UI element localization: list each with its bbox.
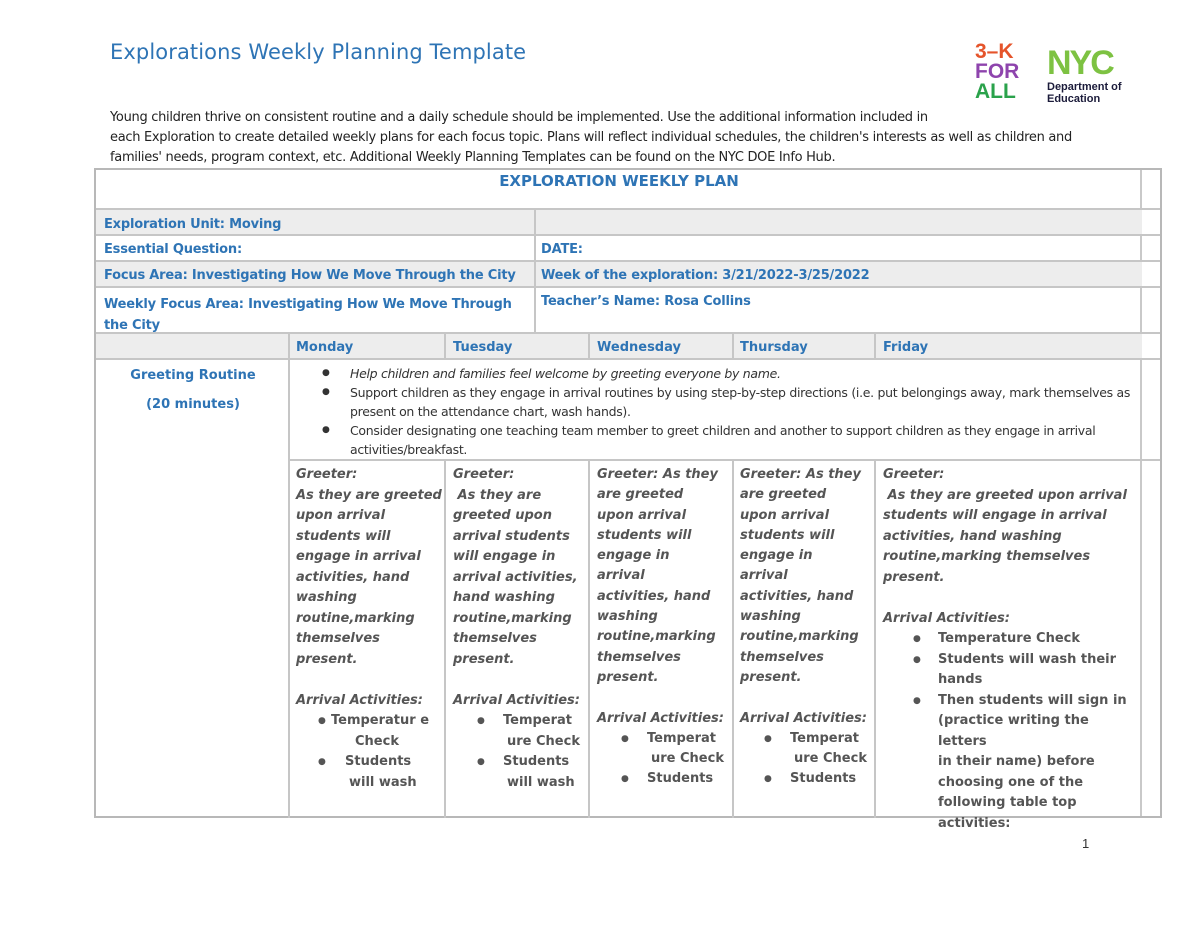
- day-header-monday: Monday: [296, 340, 354, 355]
- list-item: ● Temperature Check: [883, 629, 1138, 650]
- list-item: ● Students will wash: [453, 752, 587, 793]
- nyc-logo-icon: [1047, 46, 1145, 78]
- day-header-tuesday: Tuesday: [453, 340, 513, 355]
- list-item: ● Temperat ure Check: [740, 729, 874, 770]
- friday-greeting-plan: Greeter: As they are greeted upon arrival students will engage in arrival activities, hand washing routine,marking themselves present. Arrival Activities: ● Temperature Check ● Students will wash their hands ● Then students will sign in (practice writing the letters in their name) before choosing one of the following table top activities:: [883, 465, 1138, 834]
- intro-paragraph: Young children thrive on consistent routine and a daily schedule should be implemented. Use the additional information included in each Exploration to create detailed weekly plans for each focus topic. Plans will reflect individual schedules, the children's interests as well as children and families' needs, program context, etc. Additional Weekly Planning Templates can be found on the NYC DOE Info Hub.: [110, 110, 1072, 165]
- list-item: ● Temperat ure Check: [453, 711, 587, 752]
- page-number: 1: [1082, 836, 1090, 851]
- guidance-item: ● Consider designating one teaching team member to greet children and another to support children as they engage in arrival activities/breakfast.: [298, 421, 1138, 459]
- essential-question-label: Essential Question:: [104, 242, 242, 257]
- tuesday-greeting-plan: Greeter: As they are greeted upon arrival students will engage in arrival activities, hand washing routine,marking themselves present. Arrival Activities: ● Temperat ure Check ● Students will wash: [453, 465, 587, 793]
- greeting-guidance-list: [298, 364, 1138, 459]
- focus-area-label: Focus Area: Investigating How We Move Through the City: [104, 268, 516, 283]
- dept-of-education-text: Department of Education: [1047, 81, 1122, 105]
- list-item: ● Students: [740, 769, 874, 789]
- document-title: Explorations Weekly Planning Template: [110, 40, 527, 64]
- exploration-unit-label: Exploration Unit: Moving: [104, 217, 282, 232]
- day-header-thursday: Thursday: [740, 340, 808, 355]
- greeting-routine-label: Greeting Routine (20 minutes): [130, 368, 256, 412]
- thursday-greeting-plan: Greeter: As they are greeted upon arrival students will engage in arrival activities, hand washing routine,marking themselves present. Arrival Activities: ● Temperat ure Check ● Students: [740, 465, 874, 790]
- day-header-wednesday: Wednesday: [597, 340, 681, 355]
- monday-greeting-plan: Greeter: As they are greeted upon arrival students will engage in arrival activities, hand washing routine,marking themselves present. Arrival Activities: ● Temperatur e Check ● Students will wash: [296, 465, 442, 793]
- plan-title: EXPLORATION WEEKLY PLAN: [499, 172, 739, 190]
- list-item: ● Temperat ure Check: [597, 729, 731, 770]
- guidance-item: ● Help children and families feel welcome by greeting everyone by name.: [298, 364, 1138, 383]
- list-item: ● Temperatur e Check: [296, 711, 442, 752]
- wednesday-greeting-plan: Greeter: As they are greeted upon arrival students will engage in arrival activities, hand washing routine,marking themselves present. Arrival Activities: ● Temperat ure Check ● Students: [597, 465, 731, 790]
- nyc-logo-text: NYC: [1047, 46, 1113, 78]
- list-item: ● Students will wash: [296, 752, 442, 793]
- weekly-focus-area-label: Weekly Focus Area: Investigating How We Move Through the City: [104, 297, 512, 333]
- day-header-friday: Friday: [883, 340, 929, 355]
- teacher-name-label: Teacher’s Name: Rosa Collins: [541, 294, 751, 309]
- week-of-label: Week of the exploration: 3/21/2022-3/25/2022: [541, 268, 870, 283]
- nyc-doe-logo: [1047, 46, 1147, 105]
- date-label: DATE:: [541, 242, 583, 257]
- 3k-for-all-logo: 3–K FOR ALL: [975, 40, 1020, 103]
- logos: [975, 42, 1150, 108]
- guidance-item: ● Support children as they engage in arrival routines by using step-by-step directions (i.e. put belongings away, mark themselves as present on the attendance chart, wash hands).: [298, 383, 1138, 421]
- list-item: ● Students: [597, 769, 731, 789]
- list-item: ● Then students will sign in (practice writing the letters in their name) before choosing one of the following table top activities:: [883, 691, 1138, 835]
- list-item: ● Students will wash their hands: [883, 650, 1138, 691]
